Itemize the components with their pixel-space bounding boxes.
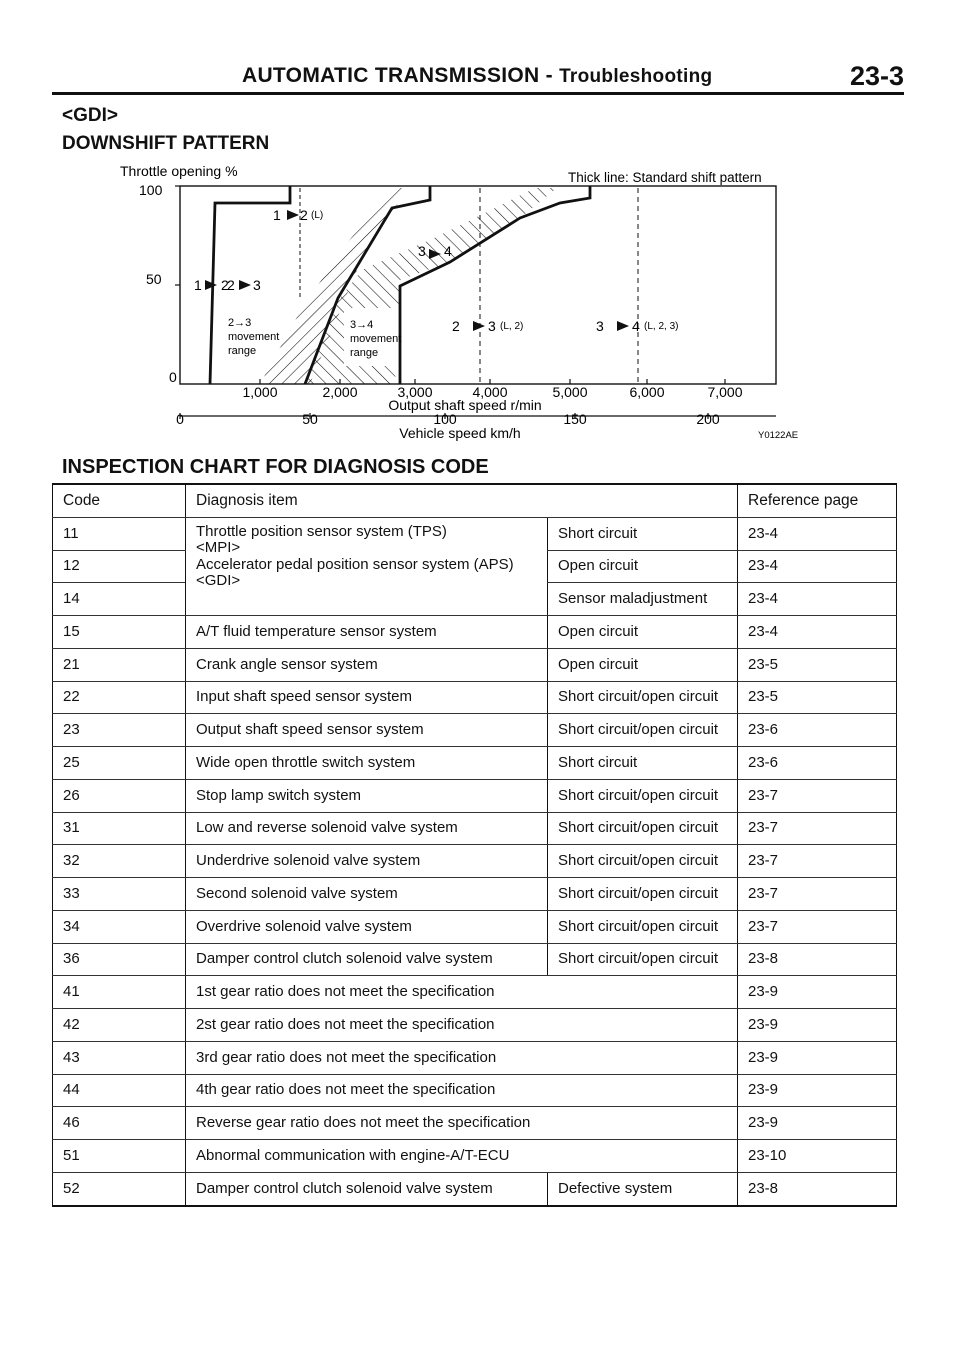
row-condition: Short circuit/open circuit	[548, 878, 738, 911]
shift-label: 4	[444, 243, 452, 259]
merged-item-line: <MPI>	[196, 539, 241, 557]
row-item: A/T fluid temperature sensor system	[186, 616, 548, 649]
range-label: range	[228, 345, 257, 357]
table-row	[53, 943, 897, 976]
row-item: 2st gear ratio does not meet the specification	[186, 1009, 738, 1042]
row-item: 3rd gear ratio does not meet the specification	[186, 1041, 738, 1074]
table-row	[53, 878, 897, 911]
shift-label: (L)	[311, 210, 324, 221]
row-reference: 23-5	[738, 681, 897, 714]
x-tick-label: 1,000	[242, 384, 278, 400]
range-label: movement	[228, 331, 280, 343]
table-row	[53, 976, 897, 1009]
row-reference: 23-5	[738, 648, 897, 681]
header-reference-page: Reference page	[738, 484, 897, 517]
y-axis-title: Throttle opening %	[120, 163, 238, 179]
row-condition: Short circuit	[548, 747, 738, 780]
range-label: 2→3	[228, 317, 252, 329]
row-code: 25	[53, 747, 186, 780]
row-item-merged	[186, 517, 548, 615]
merged-item-line: Accelerator pedal position sensor system (APS)	[196, 555, 514, 573]
legend-note: Thick line: Standard shift pattern	[568, 170, 762, 185]
x-tick-label: 3,000	[397, 384, 433, 400]
y-tick-label: 0	[169, 369, 177, 385]
arrow-icon	[205, 280, 217, 290]
row-condition: Sensor maladjustment	[548, 583, 738, 616]
row-reference: 23-7	[738, 845, 897, 878]
merged-item-line: Throttle position sensor system (TPS)	[196, 522, 447, 540]
shift-label: 2	[221, 277, 229, 293]
table-row	[53, 616, 897, 649]
row-code: 36	[53, 943, 186, 976]
row-condition: Short circuit/open circuit	[548, 910, 738, 943]
table-row	[53, 517, 897, 550]
model-tag: <GDI>	[62, 105, 118, 126]
row-condition: Short circuit/open circuit	[548, 943, 738, 976]
row-reference: 23-8	[738, 1172, 897, 1205]
vehicle-tick-label: 150	[563, 411, 587, 427]
row-reference: 23-9	[738, 1107, 897, 1140]
shift-label: 2	[300, 207, 308, 223]
row-condition: Open circuit	[548, 616, 738, 649]
row-item: Stop lamp switch system	[186, 779, 548, 812]
table-row	[53, 1107, 897, 1140]
section-title-downshift: DOWNSHIFT PATTERN	[62, 133, 270, 154]
arrow-icon	[473, 321, 485, 331]
table-row	[53, 1009, 897, 1042]
row-code: 41	[53, 976, 186, 1009]
row-reference: 23-8	[738, 943, 897, 976]
row-code: 15	[53, 616, 186, 649]
header-subtitle: Troubleshooting	[559, 66, 713, 87]
row-condition: Open circuit	[548, 648, 738, 681]
page-header	[52, 58, 904, 95]
row-reference: 23-4	[738, 550, 897, 583]
row-item: Underdrive solenoid valve system	[186, 845, 548, 878]
figure-code: Y0122AE	[758, 430, 799, 441]
x-tick-label: 7,000	[707, 384, 743, 400]
row-reference: 23-9	[738, 976, 897, 1009]
table-row	[53, 1041, 897, 1074]
x-axis-title-shaft: Output shaft speed r/min	[388, 397, 542, 413]
row-code: 46	[53, 1107, 186, 1140]
row-code: 11	[53, 517, 186, 550]
row-item: Second solenoid valve system	[186, 878, 548, 911]
row-item: Abnormal communication with engine-A/T-ECU	[186, 1140, 738, 1173]
shift-label: 2	[227, 277, 235, 293]
row-condition: Short circuit	[548, 517, 738, 550]
table-header-row	[53, 484, 897, 517]
row-code: 44	[53, 1074, 186, 1107]
arrow-icon	[287, 210, 299, 220]
header-code: Code	[53, 484, 186, 517]
x-axis-title-vehicle: Vehicle speed km/h	[399, 425, 521, 441]
row-code: 52	[53, 1172, 186, 1205]
table-row	[53, 747, 897, 780]
section-title-inspection: INSPECTION CHART FOR DIAGNOSIS CODE	[62, 456, 489, 478]
row-reference: 23-7	[738, 878, 897, 911]
row-reference: 23-7	[738, 812, 897, 845]
table-row	[53, 714, 897, 747]
range-label: movement	[350, 333, 402, 345]
inspection-chart-table	[52, 483, 897, 1207]
row-item: Output shaft speed sensor system	[186, 714, 548, 747]
row-code: 42	[53, 1009, 186, 1042]
row-code: 14	[53, 583, 186, 616]
table-row	[53, 812, 897, 845]
table-row	[53, 1074, 897, 1107]
table-row	[53, 1172, 897, 1205]
row-reference: 23-9	[738, 1074, 897, 1107]
shift-label: 2	[452, 318, 460, 334]
shift-label: (L, 2)	[500, 321, 524, 332]
shift-label: (L, 2, 3)	[644, 321, 679, 332]
row-item: Overdrive solenoid valve system	[186, 910, 548, 943]
row-code: 33	[53, 878, 186, 911]
row-item: Damper control clutch solenoid valve system	[186, 943, 548, 976]
row-item: Reverse gear ratio does not meet the specification	[186, 1107, 738, 1140]
row-reference: 23-4	[738, 616, 897, 649]
vehicle-tick-label: 50	[302, 411, 318, 427]
table-row	[53, 779, 897, 812]
row-code: 21	[53, 648, 186, 681]
x-tick-label: 2,000	[322, 384, 358, 400]
row-code: 43	[53, 1041, 186, 1074]
arrow-icon	[239, 280, 251, 290]
row-code: 51	[53, 1140, 186, 1173]
arrow-icon	[617, 321, 629, 331]
x-tick-label: 4,000	[472, 384, 508, 400]
merged-item-line: <GDI>	[196, 572, 241, 590]
row-condition: Short circuit/open circuit	[548, 681, 738, 714]
row-condition: Short circuit/open circuit	[548, 812, 738, 845]
page-number: 23-3	[849, 61, 904, 91]
range-label: range	[350, 347, 379, 359]
row-reference: 23-6	[738, 714, 897, 747]
row-code: 22	[53, 681, 186, 714]
header-title	[242, 64, 712, 88]
table-row	[53, 1140, 897, 1173]
y-tick-label: 50	[146, 271, 162, 287]
y-tick-label: 100	[139, 182, 163, 198]
row-condition: Open circuit	[548, 550, 738, 583]
table-row	[53, 910, 897, 943]
vehicle-tick-label: 0	[176, 411, 184, 427]
row-reference: 23-4	[738, 583, 897, 616]
row-code: 34	[53, 910, 186, 943]
row-condition: Defective system	[548, 1172, 738, 1205]
row-item: 4th gear ratio does not meet the specification	[186, 1074, 738, 1107]
table-row	[53, 681, 897, 714]
header-dash: -	[545, 64, 553, 87]
row-code: 26	[53, 779, 186, 812]
x-tick-label: 6,000	[629, 384, 665, 400]
table-row	[53, 648, 897, 681]
x-tick-label: 5,000	[552, 384, 588, 400]
table-row	[53, 845, 897, 878]
shift-label: 3	[253, 277, 261, 293]
row-reference: 23-9	[738, 1009, 897, 1042]
row-reference: 23-7	[738, 779, 897, 812]
row-reference: 23-4	[738, 517, 897, 550]
row-condition: Short circuit/open circuit	[548, 845, 738, 878]
row-code: 12	[53, 550, 186, 583]
row-reference: 23-9	[738, 1041, 897, 1074]
shift-label: 3	[596, 318, 604, 334]
row-item: 1st gear ratio does not meet the specification	[186, 976, 738, 1009]
row-item: Low and reverse solenoid valve system	[186, 812, 548, 845]
row-reference: 23-6	[738, 747, 897, 780]
row-reference: 23-7	[738, 910, 897, 943]
row-item: Input shaft speed sensor system	[186, 681, 548, 714]
shift-label: 1	[194, 277, 202, 293]
header-title-main: AUTOMATIC TRANSMISSION	[242, 64, 540, 87]
row-code: 23	[53, 714, 186, 747]
range-label: 3→4	[350, 319, 374, 331]
downshift-pattern-diagram	[100, 158, 799, 443]
shift-label: 4	[632, 318, 640, 334]
row-code: 31	[53, 812, 186, 845]
shift-label: 1	[273, 207, 281, 223]
vehicle-tick-label: 100	[433, 411, 457, 427]
vehicle-tick-label: 200	[696, 411, 720, 427]
row-code: 32	[53, 845, 186, 878]
row-item: Crank angle sensor system	[186, 648, 548, 681]
row-item: Wide open throttle switch system	[186, 747, 548, 780]
row-item: Damper control clutch solenoid valve system	[186, 1172, 548, 1205]
shift-label: 3	[418, 243, 426, 259]
row-reference: 23-10	[738, 1140, 897, 1173]
row-condition: Short circuit/open circuit	[548, 714, 738, 747]
shift-label: 3	[488, 318, 496, 334]
row-condition: Short circuit/open circuit	[548, 779, 738, 812]
header-diagnosis-item: Diagnosis item	[186, 484, 738, 517]
